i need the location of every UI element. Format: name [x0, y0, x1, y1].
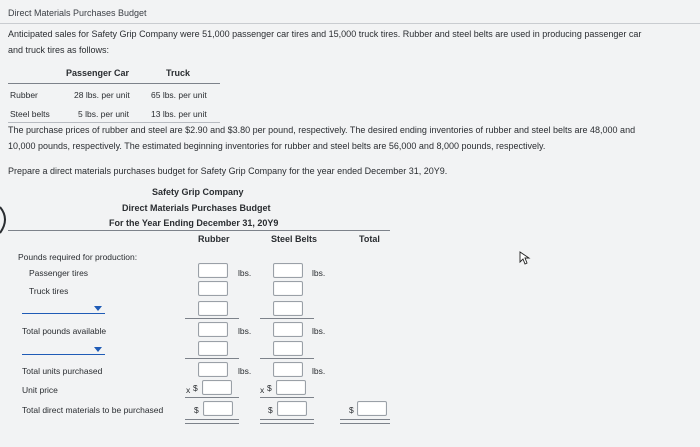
materials-bottom-rule: [8, 122, 220, 123]
rubber-dropdown1-input[interactable]: [198, 301, 228, 316]
row-label-truck-tires: Truck tires: [29, 286, 69, 296]
lbs-unit: lbs.: [312, 268, 326, 278]
intro-line-2: and truck tires as follows:: [8, 45, 110, 55]
budget-heading-rule: [8, 230, 390, 231]
dropdown-1-select[interactable]: [22, 313, 105, 314]
lbs-unit: lbs.: [312, 366, 326, 376]
lbs-unit: lbs.: [312, 326, 326, 336]
row-label-unit-price: Unit price: [22, 385, 58, 395]
header-divider: [0, 23, 700, 24]
dollar-sign: $: [194, 405, 199, 415]
times-sign: x: [260, 385, 265, 395]
subtotal-rule-steel: [260, 358, 314, 359]
subtotal-rule-steel: [260, 397, 314, 398]
instruction-text: Prepare a direct materials purchases budget for Safety Grip Company for the year ended December 31, 20Y9.: [8, 166, 448, 176]
materials-cell: 65 lbs. per unit: [151, 90, 207, 100]
col-header-rubber: Rubber: [198, 234, 230, 244]
times-sign: x: [186, 385, 191, 395]
rubber-purchased-input[interactable]: [198, 362, 228, 377]
prices-line-1: The purchase prices of rubber and steel are $2.90 and $3.80 per pound, respectively. The desired ending inventories of rubber and steel belts are 48,000 and: [8, 125, 636, 135]
dropdown-2-chevron-icon[interactable]: [94, 347, 102, 352]
budget-period: For the Year Ending December 31, 20Y9: [109, 218, 279, 228]
materials-row-label: Steel belts: [10, 109, 50, 119]
intro-line-1: Anticipated sales for Safety Grip Company were 51,000 passenger car tires and 15,000 truck tires. Rubber and steel belts are used in producing passenger car: [8, 29, 642, 39]
steel-available-input[interactable]: [273, 322, 303, 337]
col-header-total: Total: [359, 234, 380, 244]
budget-title: Direct Materials Purchases Budget: [122, 203, 271, 213]
rubber-total-cost-input[interactable]: [203, 401, 233, 416]
lbs-unit: lbs.: [238, 366, 252, 376]
dollar-sign: $: [267, 383, 272, 393]
double-rule-total: [340, 419, 390, 424]
rubber-truck-input[interactable]: [198, 281, 228, 296]
steel-truck-input[interactable]: [273, 281, 303, 296]
row-label-total-direct: Total direct materials to be purchased: [22, 405, 164, 415]
col-header-steel: Steel Belts: [271, 234, 318, 244]
dollar-sign: $: [349, 405, 354, 415]
materials-cell: 28 lbs. per unit: [74, 90, 130, 100]
row-label-pounds-required: Pounds required for production:: [18, 252, 138, 262]
rubber-available-input[interactable]: [198, 322, 228, 337]
total-cost-input[interactable]: [357, 401, 387, 416]
materials-cell: 5 lbs. per unit: [78, 109, 130, 119]
mouse-cursor-icon: [519, 251, 531, 265]
materials-cell: 13 lbs. per unit: [151, 109, 207, 119]
subtotal-rule-rubber: [185, 358, 239, 359]
lbs-unit: lbs.: [238, 326, 252, 336]
lbs-unit: lbs.: [238, 268, 252, 278]
materials-row-label: Rubber: [10, 90, 38, 100]
subtotal-rule-steel: [260, 318, 314, 319]
steel-passenger-input[interactable]: [273, 263, 303, 278]
page-title: Direct Materials Purchases Budget: [8, 8, 147, 18]
steel-purchased-input[interactable]: [273, 362, 303, 377]
steel-price-input[interactable]: [276, 380, 306, 395]
dollar-sign: $: [268, 405, 273, 415]
rubber-dropdown2-input[interactable]: [198, 341, 228, 356]
double-rule-steel: [260, 419, 314, 424]
steel-total-cost-input[interactable]: [277, 401, 307, 416]
rubber-price-input[interactable]: [202, 380, 232, 395]
dropdown-2-select[interactable]: [22, 354, 105, 355]
dollar-sign: $: [193, 383, 198, 393]
prices-line-2: 10,000 pounds, respectively. The estimated beginning inventories for rubber and steel belts are 56,000 and 8,000 pounds, respectively.: [8, 141, 546, 151]
dropdown-1-chevron-icon[interactable]: [94, 306, 102, 311]
materials-header-passenger: Passenger Car: [66, 68, 130, 78]
subtotal-rule-rubber: [185, 318, 239, 319]
budget-company: Safety Grip Company: [152, 187, 244, 197]
steel-dropdown2-input[interactable]: [273, 341, 303, 356]
row-label-total-purchased: Total units purchased: [22, 366, 103, 376]
collapse-bracket-icon: [0, 205, 12, 235]
materials-header-rule: [8, 83, 220, 84]
double-rule-rubber: [185, 419, 239, 424]
steel-dropdown1-input[interactable]: [273, 301, 303, 316]
subtotal-rule-rubber: [185, 397, 239, 398]
row-label-passenger-tires: Passenger tires: [29, 268, 89, 278]
row-label-total-available: Total pounds available: [22, 326, 107, 336]
rubber-passenger-input[interactable]: [198, 263, 228, 278]
materials-header-truck: Truck: [166, 68, 191, 78]
